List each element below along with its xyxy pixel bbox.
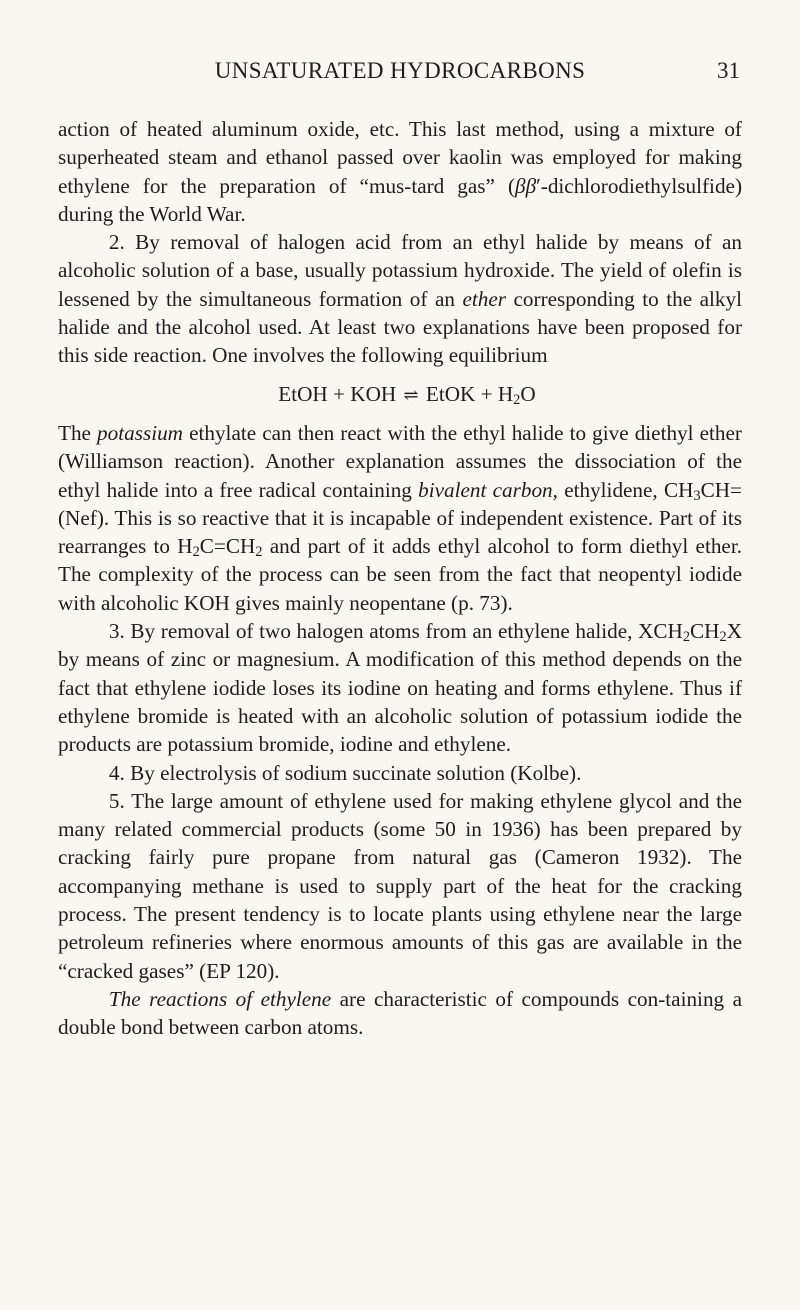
- paragraph-method-2: 2. By removal of halogen acid from an ethyl halide by means of an alcoholic solution of a base, usually potassium hydroxide. The yield of olefin is lessened by the simultaneous formation of an ether corresponding to the alkyl halide and the alcohol used. At least two explanations have been proposed for this side reaction. One involves the following equilibrium: [58, 230, 742, 368]
- paragraph-continuation: action of heated aluminum oxide, etc. This last method, using a mixture of superheated steam and ethanol passed over kaolin was employed for making ethylene for the preparation of “mus-tard gas” (ββ′-dichlorodiethylsulfide) during the World War.: [58, 117, 742, 226]
- greek-beta: ββ: [515, 173, 537, 198]
- italic-heading-reactions: The reactions of ethylene: [108, 986, 332, 1011]
- paragraph-reactions: The reactions of ethylene are characteristic of compounds con-taining a double bond between carbon atoms.: [58, 986, 743, 1040]
- equilibrium-equation: EtOH + KOH ⇌ EtOK + $H_2O$: [278, 381, 536, 408]
- italic-term-potassium: potassium: [97, 420, 183, 445]
- paragraph-method-4: 4. By electrolysis of sodium succinate solution (Kolbe).: [108, 760, 582, 785]
- chapter-title: UNSATURATED HYDROCARBONS: [214, 58, 586, 83]
- paragraph-potassium-ethylate: The potassium ethylate can then react with the ethyl halide to give diethyl ether (Williamson reaction). Another explanation assumes the dissociation of the ethyl halide into a free radical containing bivalent carbon, ethylidene, $CH_3CH= (Nef)$. This is so reactive that it is incapable of independent existence. Part of its rearranges to $H_2C=CH_2$ and part of it adds ethyl alcohol to form diethyl ether. The complexity of the process can be seen from the fact that neopentyl iodide with alcoholic KOH gives mainly neopentane (p. 73).: [58, 420, 743, 615]
- italic-term-ether: ether: [462, 286, 506, 311]
- paragraph-method-5: 5. The large amount of ethylene used for making ethylene glycol and the many related commercial products (some 50 in 1936) has been prepared by cracking fairly pure propane from natural gas (Cameron 1932). The accompanying methane is used to supply part of the heat for the cracking process. The present tendency is to locate plants using ethylene near the large petroleum refineries where enormous amounts of this gas are available in the “cracked gases” (EP 120).: [58, 788, 742, 983]
- paragraph-method-3: 3. By removal of two halogen atoms from an ethylene halide, $XCH_2CH_2X$ by means of zinc or magnesium. A modification of this method depends on the fact that ethylene iodide loses its iodine on heating and forms ethylene. Thus if ethylene bromide is heated with an alcoholic solution of potassium iodide the products are potassium bromide, iodine and ethylene.: [58, 619, 742, 757]
- equilibrium-arrow-icon: ⇌: [403, 384, 419, 405]
- italic-term-bivalent-carbon: bivalent carbon,: [418, 477, 558, 502]
- page-number: 31: [717, 58, 740, 83]
- body-text: [58, 115, 742, 1042]
- running-head: [58, 58, 742, 94]
